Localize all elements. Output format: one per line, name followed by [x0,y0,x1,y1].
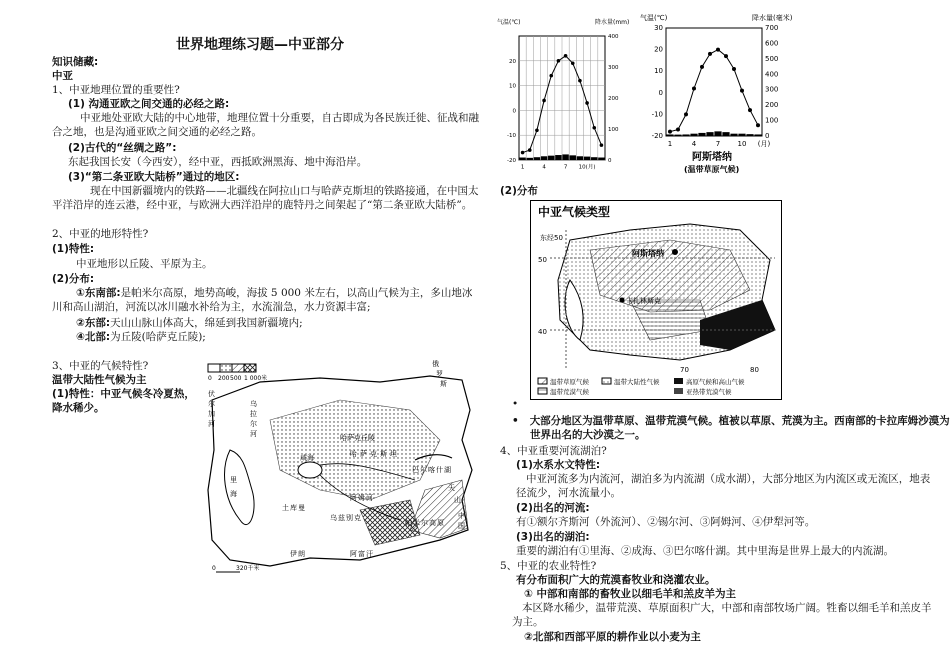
svg-text:原: 原 [437,519,444,527]
chart1-temp-point [600,143,604,147]
station-name: 阿斯塔纳 [692,152,732,163]
svg-text:哈: 哈 [350,450,357,458]
svg-text:土: 土 [282,504,289,512]
chart2-temp-point [716,48,720,52]
chart1-ylabel-left: 气温(℃) [497,19,521,26]
chart2-ytick-right: 700 [765,24,779,32]
chart2-temp-point [748,108,752,112]
chart1-precip-bar [541,156,547,160]
climate-chart-right [640,12,800,174]
svg-text:富: 富 [358,550,365,558]
terrain-legend [208,364,267,382]
scale-top-2: 500 [230,375,242,382]
climate-type-map [530,200,782,400]
svg-text:阿: 阿 [350,494,357,502]
chart1-ytick-right: 200 [608,96,619,102]
svg-text:阿: 阿 [350,550,357,558]
svg-text:伏: 伏 [208,390,215,398]
svg-text:什: 什 [436,466,443,474]
chart1-precip-bar [527,158,533,160]
svg-text:喀: 喀 [428,466,435,474]
svg-text:朗: 朗 [298,550,305,558]
chart1-precip-bar [555,155,561,160]
chart1-precip-bar [548,156,554,160]
q4-subheading-1: (1)水系水文特性: [516,459,601,471]
chart1-precip-bar [584,157,590,160]
chart2-ytick-left: 0 [658,88,663,97]
q5-subheading-2: ②北部和西部平原的耕作业以小麦为主 [524,631,701,643]
question-4: 4、中亚重要河流湖泊? [500,445,607,457]
chart1-temp-point [564,54,568,58]
q2-southeast [52,286,480,314]
chart2-ytick-left: 20 [654,45,663,54]
climate-map-title: 中亚气候类型 [538,205,611,219]
chart1-precip-bar [534,157,540,160]
chart1-xtick: 10(月) [578,164,596,171]
chart2-precip-bar [706,132,713,136]
chart2-ytick-left: -10 [651,110,663,119]
chart1-temp-point [578,79,582,83]
svg-text:俄: 俄 [432,360,439,368]
chart2-precip-bar [722,132,729,136]
chart2-temp-point [708,52,712,56]
svg-text:别: 别 [346,514,353,522]
chart2-temp-point [740,89,744,93]
chart2-temp-line [670,50,758,132]
climate-label-astana: 阿斯塔纳 [632,249,664,258]
chart1-ytick-left: 10 [509,83,516,90]
q1-subheading-1: (1) 沟通亚欧之间交通的必经之路: [68,98,230,110]
chart1-temp-point [528,148,532,152]
chart2-precip-bar [754,134,761,136]
legend-highland: 高原气候和高山气候 [686,378,745,386]
question-2: 2、中亚的地形特性? [52,228,149,240]
chart1-ytick-left: 0 [512,108,516,115]
q2-east-head: ②东部: [76,317,111,329]
terrain-map [200,360,478,582]
chart2-precip-bar [714,131,721,136]
chart1-temp-point [521,151,525,155]
q2-north-text: 为丘陵(哈萨克丘陵); [110,331,206,343]
terrain-scale [212,564,259,572]
q2-east [76,316,303,330]
chart2-precip-bar [746,134,753,136]
chart2-precip-bar [682,134,689,136]
chart2-ytick-right: 100 [765,116,779,125]
chart1-ytick-left: -20 [507,158,516,164]
q2-subheading-2: (2)分布: [52,273,95,285]
svg-text:罗: 罗 [436,370,443,378]
scale-top-1: 200 [218,375,230,382]
svg-text:天: 天 [448,484,455,492]
climate-label-lat50: 50 [538,256,547,264]
svg-text:0: 0 [212,565,216,572]
knowledge-heading: 知识储藏: [52,56,99,68]
chart2-ytick-left: 30 [654,24,663,32]
chart2-precip-bar [666,134,673,136]
q2-east-text: 天山山脉山体高大，绵延到我国新疆境内; [110,317,303,329]
svg-text:加: 加 [208,410,215,418]
svg-text:320千米: 320千米 [236,565,260,572]
chart2-temp-point [692,86,696,90]
chart2-precip-bar [738,134,745,136]
chart2-temp-point [700,65,704,69]
svg-text:汗: 汗 [366,550,373,558]
chart2-precip-bar [730,134,737,136]
chart2-ytick-right: 400 [765,70,779,79]
climate-label-lon80: 80 [750,366,759,374]
q4-subheading-2: (2)出名的河流: [516,502,590,514]
svg-text:米: 米 [413,519,420,527]
q2-north [76,330,206,344]
chart1-temp-point [585,101,589,105]
q2-north-head: ④北部: [76,331,111,343]
q4-text-1: 中亚河流多为内流河，湖泊多为内流湖（成水湖），大部分地区为内流区或无流区，地表径流少，河水流量小。 [516,473,931,499]
chart1-ytick-left: 20 [509,58,516,65]
climate-label-lon70: 70 [680,366,689,374]
scale-top-0: 0 [208,375,212,382]
q1-subheading-3: (3)“第二条亚欧大陆桥”通过的地区: [68,171,240,183]
question-3: 3、中亚的气候特性? [52,360,149,372]
legend-temperate-desert: 温带荒漠气候 [550,388,589,396]
svg-text:巴: 巴 [412,466,419,474]
svg-text:兹: 兹 [338,514,345,522]
chart1-temp-point [542,99,546,103]
question-1: 1、中亚地理位置的重要性? [52,84,180,96]
svg-text:克: 克 [370,450,377,458]
svg-text:乌: 乌 [250,400,257,408]
chart2-ytick-left: -20 [651,132,663,140]
chart1-temp-point [549,74,553,78]
chart1-precip-bar [591,157,597,160]
chart2-precip-bar [690,134,697,136]
svg-text:斯: 斯 [440,380,447,388]
chart1-precip-bar [570,155,576,160]
chart2-ytick-right: 200 [765,101,779,110]
station-caption: (温带草原气候) [684,165,740,174]
legend-continental: 温带大陆性气候 [614,378,660,386]
q2-subheading-1: (1)特性: [52,243,95,255]
svg-text:姆: 姆 [358,494,365,502]
svg-text:中: 中 [458,512,465,520]
legend-steppe: 温带草原气候 [550,378,589,386]
legend-subtropical-desert: 亚热带荒漠气候 [686,388,732,396]
q1-text-3: 现在中国新疆境内的铁路——北疆线在阿拉山口与哈萨克斯坦的铁路接通，在中国太平洋沿岸的连云港，经中亚，与欧洲大西洋沿岸的鹿特丹之间架起了“第二条亚欧大陆桥”。 [52,185,479,211]
chart2-xtick: 1 [667,140,673,148]
chart1-xtick: 1 [520,164,525,171]
scale-top-3: 1 000米 [244,375,268,382]
chart2-temp-point [724,54,728,58]
svg-text:伊: 伊 [290,550,297,558]
question-5: 5、中亚的农业特性? [500,560,597,572]
svg-text:帕: 帕 [405,519,412,527]
q3-feature: (1)特性：中亚气候冬冷夏热，降水稀少。 [52,388,195,414]
q5-main: 有分布面积广大的荒漠畜牧业和浇灌农业。 [516,574,716,586]
chart1-temp-point [535,128,539,132]
q1-text-2: 东起我国长安（今西安），经中亚，西抵欧洲黑海、地中海沿岸。 [68,156,368,168]
chart2-ytick-right: 500 [765,54,779,63]
svg-text:尔: 尔 [421,519,428,527]
svg-text:乌: 乌 [330,514,337,522]
climate-label-lon50: 东经50 [540,234,563,242]
chart1-ytick-right: 0 [608,158,612,164]
q3-climate: 温带大陆性气候为主 [52,374,147,386]
chart2-ylabel-right: 降水量(毫米) [752,14,793,22]
svg-text:拉: 拉 [250,410,257,418]
q5-text-1: 本区降水稀少，温带荒漠、草原面积广大，中部和南部牧场广阔。牲畜以细毛羊和羔皮羊为主。 [512,602,932,628]
chart1-precip-bar [562,154,568,160]
chart1-ytick-right: 100 [608,127,619,133]
svg-text:曼: 曼 [298,504,305,512]
chart2-ytick-right: 0 [765,132,770,140]
region-heading: 中亚 [52,70,73,82]
chart2-temp-point [732,67,736,71]
chart2-precip-bar [674,135,681,136]
chart1-ytick-right: 400 [608,34,619,40]
chart2-ytick-right: 300 [765,85,779,94]
chart1-ylabel-right: 降水量(mm) [595,19,630,26]
chart1-temp-point [592,126,596,130]
svg-text:国: 国 [458,522,465,530]
svg-text:斯: 斯 [380,450,387,458]
svg-text:里: 里 [230,476,237,484]
chart2-ytick-left: 10 [654,67,663,76]
distribution-heading: (2)分布 [500,185,538,197]
climate-chart-left [497,14,635,174]
chart2-xtick: 4 [691,140,697,148]
svg-text:湖: 湖 [444,466,451,474]
svg-text:河: 河 [208,420,215,428]
page-title: 世界地理练习题—中亚部分 [176,37,344,53]
svg-text:尔: 尔 [208,400,215,408]
q4-text-3: 重要的湖泊有①里海、②成海、③巴尔喀什湖。其中里海是世界上最大的内流湖。 [516,545,894,557]
chart1-precip-bar [598,158,604,160]
svg-text:山: 山 [454,496,461,504]
q4-text-2: 有①额尔齐斯河（外流河）、②锡尔河、③阿姆河、④伊犁河等。 [516,516,816,528]
aral-sea [298,462,322,478]
chart1-ytick-right: 300 [608,65,619,71]
chart1-temp-point [557,59,561,63]
svg-text:克: 克 [354,514,361,522]
chart2-temp-point [684,112,688,116]
svg-text:咸海: 咸海 [300,454,314,462]
climate-label-kazalinsk: 卡扎林斯克 [626,297,661,305]
q2-text-1: 中亚地形以丘陵、平原为主。 [76,258,213,270]
svg-text:库: 库 [290,504,297,512]
q5-subheading-1: ① 中部和南部的畜牧业以细毛羊和羔皮羊为主 [524,588,737,600]
chart2-temp-point [668,130,672,134]
svg-text:河: 河 [250,430,257,438]
chart2-precip-bar [698,133,705,136]
chart1-temp-point [571,61,575,65]
q2-southeast-text: 是帕米尔高原，地势高峻，海拔 5 000 米左右，以高山气候为主，多山地冰川和高山湖泊，河流以冰川融水补给为主，水流湍急，水力资源丰富; [52,287,473,313]
svg-text:坦: 坦 [390,450,397,458]
chart2-temp-point [676,128,680,132]
climate-summary: • 大部分地区为温带草原、温带荒漠气候。植被以草原、荒漠为主。西南部的卡拉库姆沙漠为世界出名的大沙漠之一。 [512,415,950,441]
chart2-temp-point [756,123,760,127]
svg-text:高: 高 [429,519,436,527]
chart1-precip-bar [577,156,583,160]
climate-label-lat40: 40 [538,328,547,336]
chart1-xtick: 4 [542,164,546,171]
svg-text:河: 河 [366,494,373,502]
chart1-precip-bar [519,158,525,160]
q2-southeast-head: ①东南部: [76,287,121,299]
q1-text-1: 中亚地处亚欧大陆的中心地带，地理位置十分重要，自古即成为各民族迁徙、征战和融合之地，也是沟通亚欧之间交通的必经之路。 [52,112,479,138]
chart2-xtick: (月) [757,140,771,148]
q1-subheading-2: (2)古代的“丝绸之路”: [68,142,177,154]
chart1-ytick-left: -10 [507,133,516,140]
svg-text:海: 海 [230,490,237,498]
chart2-ylabel-left: 气温(℃) [640,14,668,22]
chart1-xtick: 7 [563,164,568,171]
chart2-ytick-right: 600 [765,39,779,48]
q4-subheading-3: (3)出名的湖泊: [516,531,590,543]
svg-text:尔: 尔 [420,466,427,474]
svg-text:萨: 萨 [360,450,367,458]
chart2-frame [666,28,762,136]
chart2-xtick: 7 [715,140,721,148]
svg-text:尔: 尔 [250,420,257,428]
bullet-empty: • [512,398,519,410]
svg-text:哈萨克丘陵: 哈萨克丘陵 [340,434,375,442]
chart2-xtick: 10 [737,140,747,148]
